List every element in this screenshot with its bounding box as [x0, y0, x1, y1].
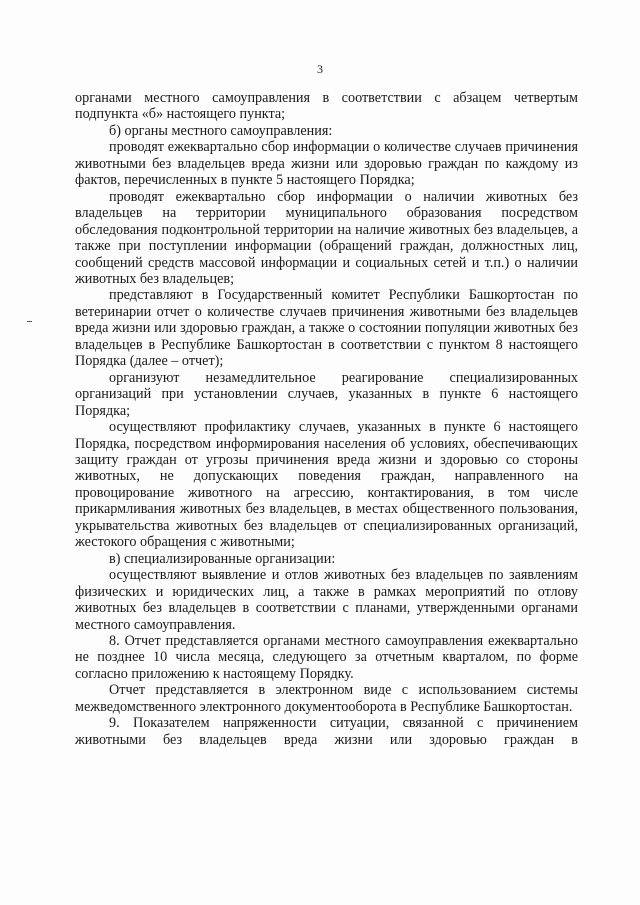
paragraph: органами местного самоуправления в соответствии с абзацем четвертым подпункта «б» настоящего пункта; — [75, 90, 578, 123]
paragraph: 8. Отчет представляется органами местного самоуправления ежеквартально не позднее 10 числа месяца, следующего за отчетным кварталом, по форме согласно приложению к настоящему Порядку. — [75, 632, 578, 682]
paragraph: в) специализированные организации: — [109, 550, 336, 567]
page-number: 3 — [317, 62, 323, 76]
paragraph: организуют незамедлительное реагирование специализированных организаций при установлении случаев, указанных в пункте 6 настоящего Порядка; — [75, 369, 578, 419]
paragraph: Отчет представляется в электронном виде с использованием системы межведомственного электронного документооборота в Республике Башкортостан. — [75, 682, 578, 715]
paragraph: осуществляют профилактику случаев, указанных в пункте 6 настоящего Порядка, посредством информирования населения об условиях, обеспечивающих защиту граждан от угрозы причинения вреда жизни и здоровью со стороны животных, не допускающих поведения граждан, направленного на провоцирование животного на агрессию, контактирования, в том числе прикармливания животных без владельцев, в местах общественного пользования, укрывательства животных без владельцев от специализированных организаций, жестокого обращения с животными; — [75, 419, 578, 551]
paragraph: представляют в Государственный комитет Республики Башкортостан по ветеринарии отчет о количестве случаев причинения животными без владельцев вреда жизни или здоровью граждан, а также о состоянии популяции животных без владельцев в Республике Башкортостан в соответствии с пунктом 8 настоящего Порядка (далее – отчет); — [75, 287, 578, 370]
paragraph: 9. Показателем напряженности ситуации, связанной с причинением животными без владельцев вреда жизни или здоровью граждан в — [75, 715, 578, 748]
document-body — [75, 90, 578, 748]
paragraph: проводят ежеквартально сбор информации о количестве случаев причинения животными без владельцев вреда жизни или здоровью граждан по каждому из фактов, перечисленных в пункте 5 настоящего Порядка; — [75, 139, 578, 189]
paragraph: осуществляют выявление и отлов животных без владельцев по заявлениям физических и юридических лиц, а также в рамках мероприятий по отлову животных без владельцев в соответствии с планами, утвержденными органами местного самоуправления. — [75, 567, 578, 633]
paragraph: проводят ежеквартально сбор информации о наличии животных без владельцев на территории муниципального образования посредством обследования подконтрольной территории на наличие животных без владельцев, а также при поступлении информации (обращений граждан, должностных лиц, сообщений средств массовой информации и социальных сетей и т.п.) о наличии животных без владельцев; — [75, 188, 578, 287]
margin-mark — [27, 321, 32, 322]
paragraph: б) органы местного самоуправления: — [109, 122, 333, 139]
